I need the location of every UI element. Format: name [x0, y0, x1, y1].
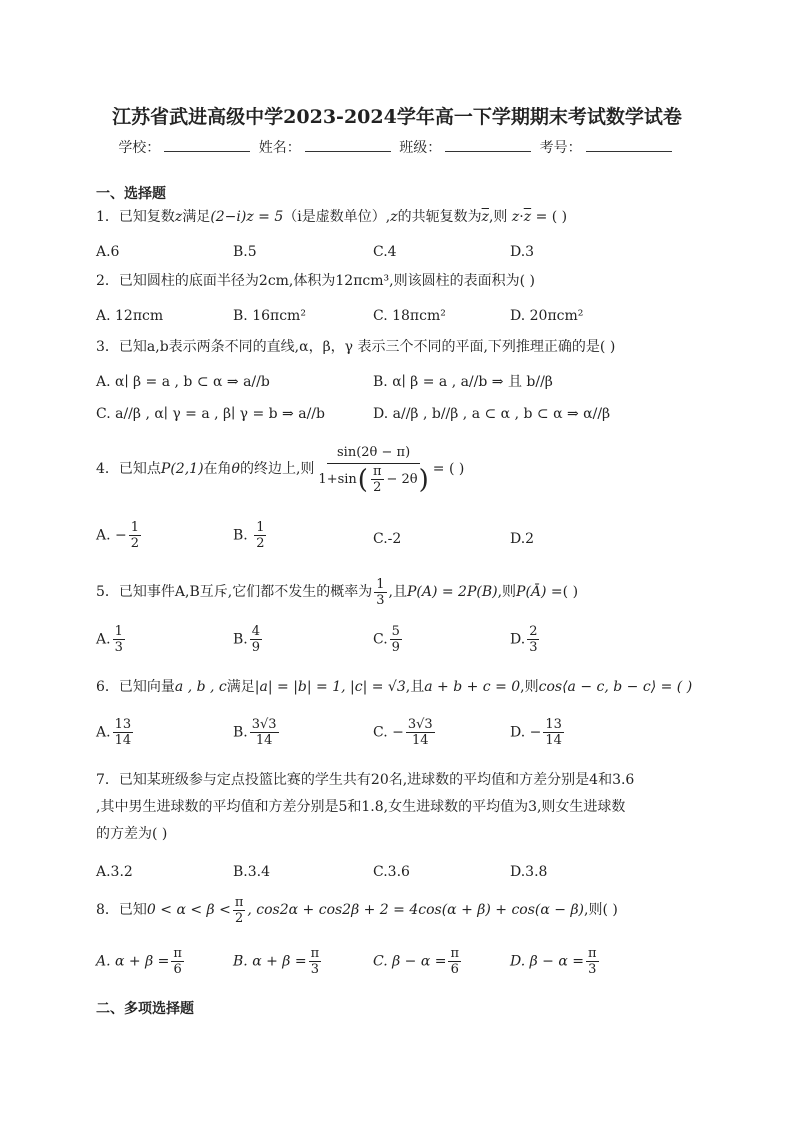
q5-d-label: D.: [510, 631, 526, 648]
q6-a-label: A.: [96, 724, 111, 741]
q8-c-den: 6: [450, 962, 459, 977]
q7-option-c[interactable]: C.3.6: [373, 864, 410, 880]
q1-option-b[interactable]: B.5: [233, 244, 257, 260]
q7-option-b[interactable]: B.3.4: [233, 864, 271, 880]
q2-options: [96, 305, 696, 335]
q3-options-row2: [96, 403, 696, 433]
q8-option-d[interactable]: [510, 946, 601, 977]
q6-c-den: 14: [411, 733, 429, 748]
field-id-label: 考号：: [539, 140, 582, 156]
q1-option-a[interactable]: A.6: [96, 244, 120, 260]
q1-equation: (2−i)z = 5: [210, 209, 284, 225]
q1-text-mid2: （i是虚数单位）,: [283, 209, 391, 225]
q4-option-c[interactable]: C.-2: [373, 531, 402, 547]
q8-a-den: 6: [173, 962, 182, 977]
q5-option-b[interactable]: [233, 624, 264, 655]
q6-c-frac: [406, 717, 435, 748]
q6-vectors: a , b , c: [174, 679, 227, 695]
q6-options: [96, 717, 696, 757]
q4-option-a-frac: [129, 520, 141, 551]
q6-d-label: D. −: [510, 724, 542, 741]
q6-option-b[interactable]: [233, 717, 281, 748]
q5-option-a[interactable]: [96, 624, 127, 655]
q8-b-num: π: [310, 946, 320, 961]
question-5: [96, 574, 578, 610]
q7-line-2: ,其中男生进球数的平均值和方差分别是5和1.8,女生进球数的平均值为3,则女生进球数: [96, 799, 626, 815]
q2-text-end: ,则该圆柱的表面积为( ): [389, 273, 535, 289]
q1-option-d[interactable]: D.3: [510, 244, 535, 260]
q5-c-num: 5: [391, 624, 400, 639]
q5-c-frac: [390, 624, 402, 655]
q3-options-row1: [96, 371, 696, 401]
q8-condition: 0 < α < β <: [146, 902, 231, 918]
q5-d-frac: [527, 624, 539, 655]
q6-text-pre: 6．已知向量: [96, 679, 175, 695]
student-info-line: [0, 137, 794, 157]
q6-equation: |a| = |b| = 1, |c| = √3: [254, 679, 406, 695]
q4-option-d[interactable]: D.2: [510, 531, 535, 547]
q7-options: [96, 861, 696, 891]
q4-b-den: 2: [256, 536, 265, 551]
q4-option-a-label: A.: [96, 527, 111, 544]
q6-option-d[interactable]: [510, 717, 566, 748]
q4-b-num: 1: [256, 520, 265, 535]
q4-text-mid2: 的终边上,则: [239, 461, 315, 477]
q6-b-frac: [250, 717, 279, 748]
q5-c-label: C.: [373, 631, 388, 648]
q5-b-den: 9: [251, 640, 261, 655]
q5-options: [96, 624, 696, 664]
q6-c-label: C. −: [373, 724, 404, 741]
q6-equation2: a + b + c = 0: [424, 679, 521, 695]
q1-text-mid: 满足: [182, 209, 211, 225]
q3-option-b[interactable]: B. α∣ β = a , a//b ⇒ 且 b//β: [373, 374, 553, 390]
q6-option-a[interactable]: [96, 717, 135, 748]
q1-text-pre: 1．已知复数: [96, 209, 175, 225]
q6-a-frac: [113, 717, 134, 748]
q4-inner-fraction: [371, 464, 384, 495]
q7-line-1: 7．已知某班级参与定点投篮比赛的学生共有20名,进球数的平均值和方差分别是4和3.6: [96, 772, 635, 788]
q4-point: P(2,1): [160, 461, 204, 477]
q4-a-den: 2: [130, 536, 140, 551]
q2-option-a[interactable]: A. 12πcm: [96, 308, 164, 324]
q2-option-c[interactable]: C. 18πcm²: [373, 308, 446, 324]
q4-den-part2: − 2θ: [386, 471, 418, 487]
section-heading-multiple-choice: 二、多项选择题: [96, 1001, 194, 1017]
q5-d-den: 3: [529, 640, 538, 655]
q5-b-frac: [250, 624, 262, 655]
q5-a-den: 3: [114, 640, 123, 655]
q1-options: [96, 241, 696, 271]
q1-option-c[interactable]: C.4: [373, 244, 397, 260]
q5-option-d[interactable]: [510, 624, 541, 655]
q5-equation2: P(Ā) =: [516, 584, 563, 600]
field-id-blank[interactable]: [586, 139, 672, 152]
q4-option-b-label: B.: [233, 527, 248, 544]
q6-b-den: 14: [255, 733, 273, 748]
q4-option-b[interactable]: [233, 520, 268, 551]
q7-option-a[interactable]: A.3.2: [96, 864, 133, 880]
q8-option-c[interactable]: [373, 946, 463, 977]
q4-den-part1: 1+sin: [318, 471, 357, 487]
q4-main-fraction: [316, 443, 430, 495]
q8-d-frac: [586, 946, 599, 977]
q5-option-c[interactable]: [373, 624, 404, 655]
q8-option-b[interactable]: [233, 946, 323, 977]
q5-b-label: B.: [233, 631, 248, 648]
q5-a-label: A.: [96, 631, 111, 648]
q4-denominator: 1+sin ( $\frac{\pi}{2}$ − 2θ ): [318, 464, 429, 495]
question-3: 3．已知a,b表示两条不同的直线,α，β，γ 表示三个不同的平面,下列推理正确的是( ): [96, 339, 616, 355]
question-8: [96, 892, 618, 928]
q6-d-den: 14: [545, 733, 562, 748]
q8-options: [96, 946, 696, 986]
q8-option-a[interactable]: [96, 946, 186, 977]
q8-d-num: π: [588, 946, 597, 961]
q5-d-num: 2: [529, 624, 538, 639]
q8-a-num: π: [173, 946, 182, 961]
q1-text-end: = ( ): [535, 209, 568, 225]
q3-option-a[interactable]: A. α∣ β = a , b ⊂ α ⇒ a//b: [96, 374, 270, 390]
q3-option-d[interactable]: D. a//β , b//β , a ⊂ α , b ⊂ α ⇒ α//β: [373, 406, 611, 422]
q8-b-frac: [309, 946, 322, 977]
q5-text-pre: 5．已知事件A,B互斥,它们都不发生的概率为: [96, 584, 373, 600]
q2-volume: 12πcm³: [335, 273, 390, 289]
question-7: [96, 767, 696, 848]
q6-b-num: 3√3: [251, 717, 277, 732]
q6-text-mid2: ,且: [405, 679, 425, 695]
q5-prob-frac: [374, 577, 386, 608]
section-heading-single-choice: 一、选择题: [96, 186, 166, 202]
q8-b-den: 3: [310, 962, 319, 977]
q8-text-end: ,则( ): [584, 902, 618, 918]
q6-c-num: 3√3: [407, 717, 433, 732]
q5-text-end: ( ): [562, 584, 579, 600]
q8-c-label: C. β − α =: [373, 953, 447, 970]
q8-d-den: 3: [588, 962, 597, 977]
q5-equation: P(A) = 2P(B): [406, 584, 498, 600]
q7-option-d[interactable]: D.3.8: [510, 864, 548, 880]
q2-option-b[interactable]: B. 16πcm²: [233, 308, 306, 324]
q8-cond-den: 2: [234, 910, 244, 926]
exam-title: 江苏省武进高级中学2023-2024学年高一下学期期末考试数学试卷: [112, 106, 682, 128]
q5-a-num: 1: [114, 624, 123, 639]
q4-theta: θ: [231, 461, 240, 477]
q6-option-c[interactable]: [373, 717, 437, 748]
q4-a-num: 1: [130, 520, 140, 535]
q8-b-label: B. α + β =: [233, 953, 307, 970]
question-1: 1．已知复数z满足(2−i)z = 5（i是虚数单位）,z的共轭复数为$\overline{z}$,则 $z\cdot\overline{z}$ = ( ): [96, 209, 568, 225]
q4-inner-den: 2: [373, 480, 382, 495]
q8-d-label: D. β − α =: [510, 953, 584, 970]
q4-option-a-minus: −: [115, 527, 127, 544]
q6-a-den: 14: [114, 733, 132, 748]
q8-c-frac: [448, 946, 461, 977]
field-class-label: 班级：: [399, 140, 442, 156]
q8-a-label: A. α + β =: [96, 953, 170, 970]
question-4: [96, 441, 464, 497]
q5-text-mid: ,且: [388, 584, 407, 600]
field-name-label: 姓名：: [258, 140, 301, 156]
q8-cond-num: π: [234, 894, 244, 910]
q5-b-num: 4: [251, 624, 261, 639]
q8-text-pre: 8．已知: [96, 902, 147, 918]
q2-option-d[interactable]: D. 20πcm²: [510, 308, 584, 324]
q1-text-mid3: 的共轭复数为: [397, 209, 482, 225]
q4-option-a[interactable]: [96, 520, 143, 551]
question-2: [96, 270, 535, 292]
q5-c-den: 9: [391, 640, 400, 655]
q6-text-mid: 满足: [226, 679, 255, 695]
q8-equation: , cos2α + cos2β + 2 = 4cos(α + β) + cos(α − β): [247, 902, 584, 918]
q5-frac-den: 3: [376, 592, 385, 608]
field-name-blank[interactable]: [305, 139, 391, 152]
q8-c-num: π: [450, 946, 460, 961]
q6-d-frac: [543, 717, 564, 748]
q8-a-frac: [171, 946, 184, 977]
q4-inner-num: π: [372, 464, 382, 479]
q5-a-frac: [113, 624, 125, 655]
q3-option-c[interactable]: C. a//β , α∣ γ = a , β∣ γ = b ⇒ a//b: [96, 406, 325, 422]
q4-numerator: sin(2θ − π): [327, 443, 420, 464]
q4-options: [96, 520, 696, 560]
q5-text-mid2: ,则: [497, 584, 517, 600]
q7-line-3: 的方差为( ): [96, 826, 168, 842]
q4-text-end: = ( ): [432, 461, 465, 477]
field-school-blank[interactable]: [164, 139, 250, 152]
question-6: [96, 676, 692, 698]
q2-text: 2．已知圆柱的底面半径为2cm,体积为: [96, 273, 336, 289]
q4-text-mid: 在角: [203, 461, 232, 477]
field-school-label: 学校：: [118, 140, 161, 156]
q4-text-pre: 4．已知点: [96, 461, 161, 477]
q1-text-mid4: ,则: [488, 209, 508, 225]
q5-frac-num: 1: [376, 576, 385, 592]
q4-option-b-frac: [254, 520, 266, 551]
q6-a-num: 13: [114, 717, 132, 732]
q6-equation3: cos⟨a − c, b − c⟩ = ( ): [538, 679, 693, 695]
q6-text-mid3: ,则: [520, 679, 539, 695]
field-class-blank[interactable]: [445, 139, 531, 152]
q6-d-num: 13: [545, 717, 562, 732]
q6-b-label: B.: [233, 724, 248, 741]
q8-cond-frac: [233, 895, 246, 926]
